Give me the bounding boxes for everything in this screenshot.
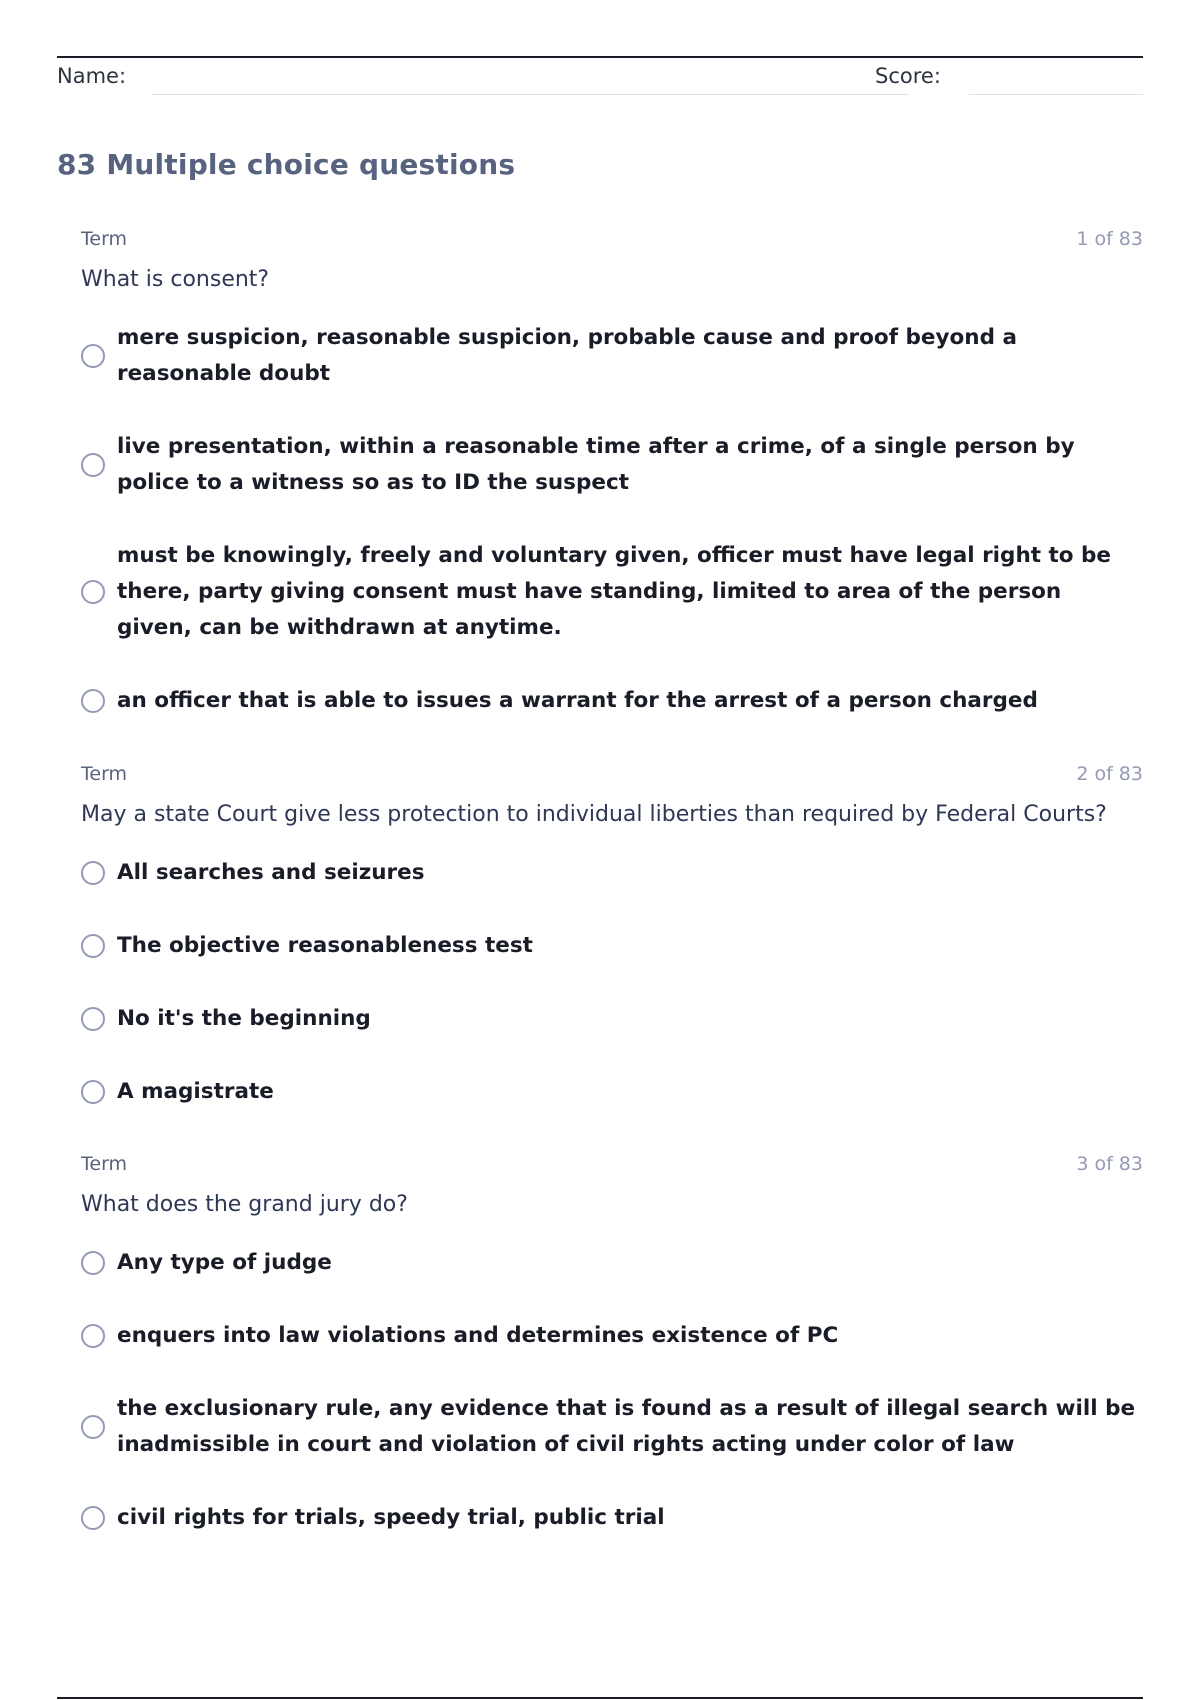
term-label: Term xyxy=(81,1153,128,1175)
radio-button-icon[interactable] xyxy=(81,1007,105,1031)
term-label: Term xyxy=(81,763,128,785)
question-1 xyxy=(81,228,1143,756)
answer-option[interactable] xyxy=(81,683,1143,719)
answer-options xyxy=(81,1245,1143,1536)
answer-option[interactable] xyxy=(81,1001,1143,1037)
answer-option-text: mere suspicion, reasonable suspicion, probable cause and proof beyond a reasonable doubt xyxy=(117,325,1017,386)
answer-option-text: must be knowingly, freely and voluntary given, officer must have legal right to be there, party giving consent must have standing, limited to area of the person given, can be withdrawn at anytime. xyxy=(117,543,1112,640)
radio-button-icon[interactable] xyxy=(81,934,105,958)
bottom-rule xyxy=(57,1697,1143,1699)
answer-option[interactable] xyxy=(81,1391,1143,1463)
answer-option-text: an officer that is able to issues a warrant for the arrest of a person charged xyxy=(117,688,1038,713)
question-prompt: What does the grand jury do? xyxy=(81,1192,408,1217)
radio-button-icon[interactable] xyxy=(81,453,105,477)
answer-option-text: Any type of judge xyxy=(117,1250,332,1275)
question-header xyxy=(81,763,1143,791)
answer-option-text: the exclusionary rule, any evidence that is found as a result of illegal search will be inadmissible in court and violation of civil rights acting under color of law xyxy=(117,1396,1136,1457)
name-field[interactable] xyxy=(152,94,909,95)
term-label: Term xyxy=(81,228,128,250)
score-label: Score: xyxy=(875,64,941,88)
radio-button-icon[interactable] xyxy=(81,861,105,885)
section-title: 83 Multiple choice questions xyxy=(57,148,516,181)
answer-option[interactable] xyxy=(81,320,1143,392)
radio-button-icon[interactable] xyxy=(81,1415,105,1439)
answer-option-text: enquers into law violations and determines existence of PC xyxy=(117,1323,839,1348)
answer-option[interactable] xyxy=(81,429,1143,501)
radio-button-icon[interactable] xyxy=(81,1506,105,1530)
answer-option[interactable] xyxy=(81,928,1143,964)
radio-button-icon[interactable] xyxy=(81,1251,105,1275)
score-field[interactable] xyxy=(969,94,1143,95)
answer-option[interactable] xyxy=(81,855,1143,891)
radio-button-icon[interactable] xyxy=(81,1080,105,1104)
question-count: 2 of 83 xyxy=(1076,763,1143,785)
question-prompt: May a state Court give less protection to individual liberties than required by Federal Courts? xyxy=(81,802,1107,827)
question-count: 1 of 83 xyxy=(1076,228,1143,250)
name-label: Name: xyxy=(57,64,127,88)
answer-option[interactable] xyxy=(81,1245,1143,1281)
worksheet-header xyxy=(57,60,1143,100)
question-header xyxy=(81,228,1143,256)
question-2 xyxy=(81,763,1143,1147)
radio-button-icon[interactable] xyxy=(81,689,105,713)
answer-option[interactable] xyxy=(81,538,1143,646)
answer-option[interactable] xyxy=(81,1074,1143,1110)
answer-options xyxy=(81,320,1143,719)
question-prompt: What is consent? xyxy=(81,267,270,292)
radio-button-icon[interactable] xyxy=(81,580,105,604)
question-count: 3 of 83 xyxy=(1076,1153,1143,1175)
answer-options xyxy=(81,855,1143,1110)
answer-option-text: All searches and seizures xyxy=(117,860,425,885)
question-header xyxy=(81,1153,1143,1181)
answer-option-text: A magistrate xyxy=(117,1079,274,1104)
radio-button-icon[interactable] xyxy=(81,344,105,368)
answer-option-text: civil rights for trials, speedy trial, public trial xyxy=(117,1505,665,1530)
answer-option[interactable] xyxy=(81,1318,1143,1354)
radio-button-icon[interactable] xyxy=(81,1324,105,1348)
top-rule xyxy=(57,56,1143,58)
answer-option[interactable] xyxy=(81,1500,1143,1536)
answer-option-text: The objective reasonableness test xyxy=(117,933,533,958)
question-3 xyxy=(81,1153,1143,1573)
answer-option-text: No it's the beginning xyxy=(117,1006,371,1031)
answer-option-text: live presentation, within a reasonable time after a crime, of a single person by police to a witness so as to ID the suspect xyxy=(117,434,1075,495)
